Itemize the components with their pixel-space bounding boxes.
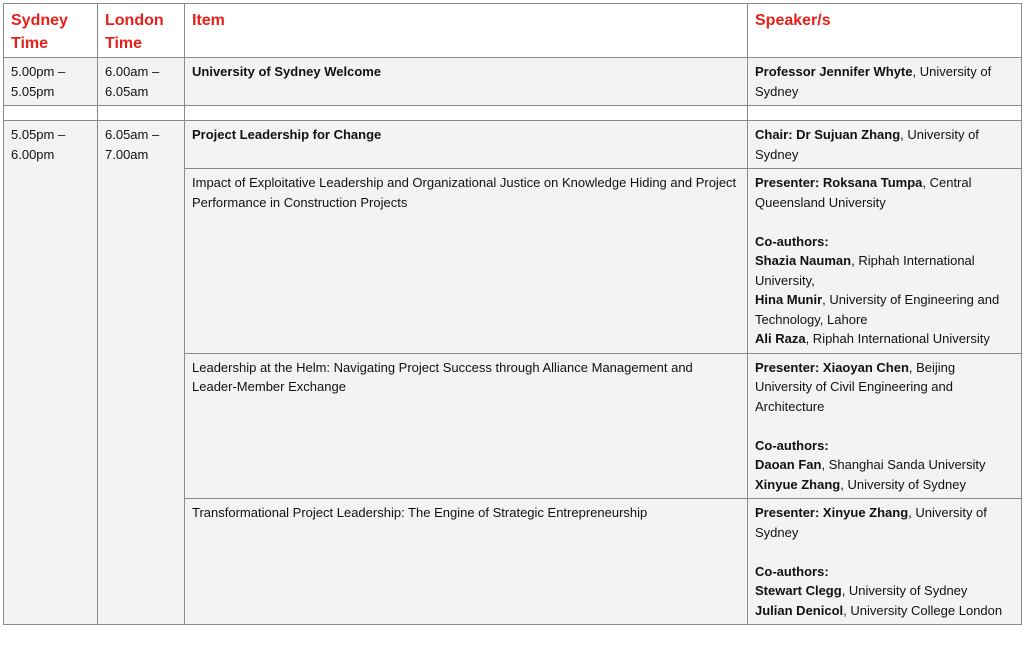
presenter [755,358,1014,417]
coauthor-name: Stewart Clegg [755,583,842,598]
spacer-cell [98,106,185,121]
presenter-name: Presenter: Xiaoyan Chen [755,359,909,375]
coauthor-affiliation: , Riphah International University, [755,253,975,288]
session-item [185,121,748,169]
paper-speakers [748,499,1022,625]
coauthors-label-text: Co-authors: [755,563,829,579]
welcome-item [185,58,748,106]
session-chair [748,121,1022,169]
coauthor-name: Daoan Fan [755,457,822,472]
blank-line [755,542,1014,562]
header-london-time: London Time [98,4,185,58]
coauthor [755,581,1014,601]
coauthor-name: Hina Munir [755,292,823,307]
coauthor-affiliation: , University of Sydney [840,476,966,492]
presenter-affiliation: , University of Sydney [755,505,987,540]
spacer-row [4,106,1022,121]
coauthor-affiliation: , Shanghai Sanda University [821,457,986,472]
paper-title: Transformational Project Leadership: The Engine of Strategic Entrepreneurship [185,499,748,625]
coauthors-label [755,436,1014,456]
header-sydney-time: Sydney Time [4,4,98,58]
presenter-name: Presenter: Xinyue Zhang [755,505,909,520]
coauthors-label-text: Co-authors: [755,437,829,453]
presenter [755,503,1014,542]
coauthor [755,601,1014,621]
spacer-cell [748,106,1022,121]
coauthor-affiliation: , University College London [843,602,1003,618]
spacer-cell [4,106,98,121]
coauthor [755,475,1014,495]
welcome-speaker-name: Professor Jennifer Whyte [755,64,913,79]
coauthor [755,290,1014,329]
welcome-item-title: University of Sydney Welcome [192,64,382,79]
chair-name: Chair: Dr Sujuan Zhang [755,127,901,142]
session-sydney-time: 5.05pm – 6.00pm [4,121,98,625]
welcome-speaker [748,58,1022,106]
coauthor [755,455,1014,475]
coauthor-name: Shazia Nauman [755,253,852,268]
paper-title: Impact of Exploitative Leadership and Organizational Justice on Knowledge Hiding and Project Performance in Construction Projects [185,169,748,354]
welcome-speaker-affiliation: , University of Sydney [755,64,992,99]
schedule-table [3,3,1022,625]
session-london-time: 6.05am – 7.00am [98,121,185,625]
paper-speakers [748,353,1022,499]
header-speakers: Speaker/s [748,4,1022,58]
coauthors-label [755,562,1014,582]
coauthor-name: Julian Denicol [755,602,844,618]
coauthor-name: Xinyue Zhang [755,476,841,492]
coauthor [755,251,1014,290]
paper-speakers [748,169,1022,354]
welcome-row [4,58,1022,106]
chair-affiliation: , University of Sydney [755,127,979,162]
presenter-affiliation: , Central Queensland University [755,175,972,210]
coauthor-affiliation: , Riphah International University [805,331,990,346]
welcome-london-time: 6.00am – 6.05am [98,58,185,106]
coauthors-label-text: Co-authors: [755,233,829,249]
paper-title: Leadership at the Helm: Navigating Project Success through Alliance Management and Leader-Member Exchange [185,353,748,499]
blank-line [755,212,1014,232]
presenter [755,173,1014,212]
presenter-name: Presenter: Roksana Tumpa [755,175,923,190]
spacer-cell [185,106,748,121]
session-title: Project Leadership for Change [192,127,382,142]
coauthor-affiliation: , University of Sydney [841,583,968,598]
coauthor [755,329,1014,349]
blank-line [755,416,1014,436]
header-item: Item [185,4,748,58]
session-row [4,121,1022,169]
welcome-sydney-time: 5.00pm – 5.05pm [4,58,98,106]
coauthor-name: Ali Raza [755,331,806,346]
coauthor-affiliation: , University of Engineering and Technology, Lahore [755,292,1000,327]
coauthors-label [755,232,1014,252]
header-row [4,4,1022,58]
presenter-affiliation: , Beijing University of Civil Engineering and Architecture [755,359,956,414]
